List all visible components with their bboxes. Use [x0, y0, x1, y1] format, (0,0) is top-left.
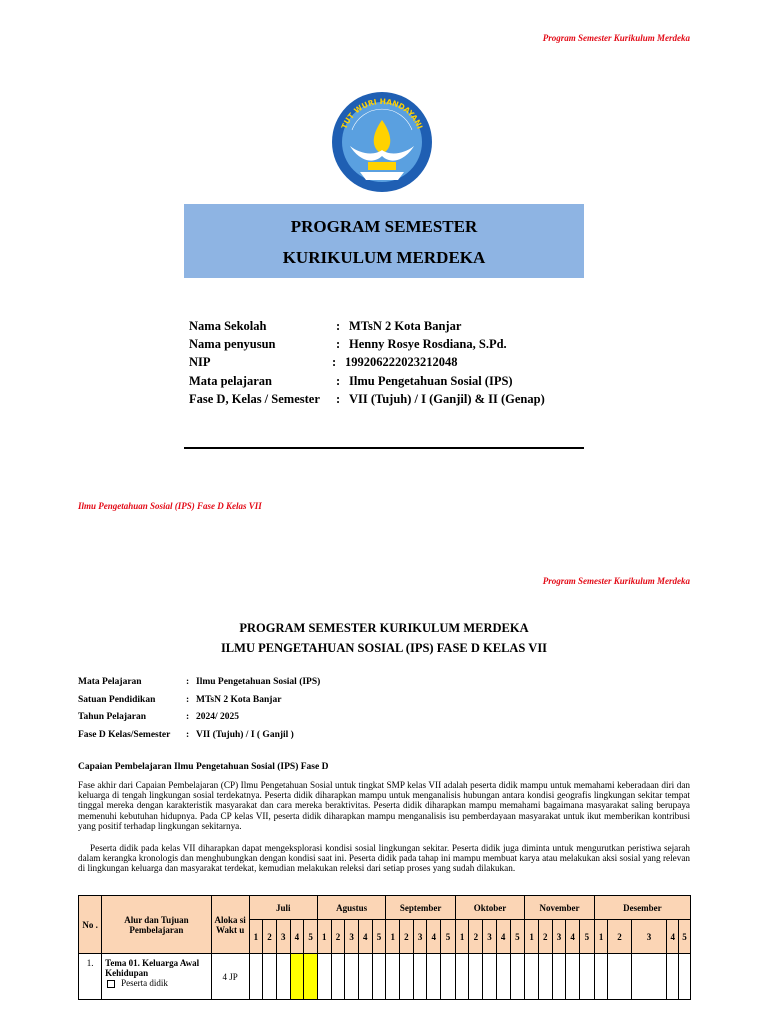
week-number: 2 [538, 920, 552, 954]
week-number: 1 [317, 920, 331, 954]
week-number: 3 [552, 920, 566, 954]
checkbox-icon [107, 980, 115, 988]
info-label: Fase D, Kelas / Semester [189, 391, 320, 406]
document-title-1: PROGRAM SEMESTER KURIKULUM MERDEKA [239, 621, 529, 635]
week-cell [667, 954, 679, 1000]
week-number: 2 [331, 920, 345, 954]
tema-sub: Peserta didik [121, 978, 168, 988]
title-box [184, 204, 584, 278]
week-cell [538, 954, 552, 1000]
week-number: 1 [386, 920, 400, 954]
tema-title: Tema 01. Keluarga Awal Kehidupan [105, 958, 200, 978]
info-colon: : [336, 373, 341, 388]
page-footer: Ilmu Pengetahuan Sosial (IPS) Fase D Kelas VII [78, 501, 262, 511]
logo-motto: TUT WURI HANDAYANI [339, 96, 425, 131]
week-cell [510, 954, 525, 1000]
week-number: 4 [427, 920, 441, 954]
week-number: 5 [372, 920, 386, 954]
week-number: 2 [263, 920, 277, 954]
week-cell [386, 954, 400, 1000]
week-number: 4 [358, 920, 372, 954]
week-cell [579, 954, 594, 1000]
info-colon: : [186, 712, 190, 722]
week-number: 2 [469, 920, 483, 954]
table-row [79, 954, 691, 1000]
week-cell [249, 954, 263, 1000]
week-cell [427, 954, 441, 1000]
row-tema [102, 954, 211, 1000]
title-line-1: PROGRAM SEMESTER [290, 217, 478, 236]
info-colon: : [186, 677, 190, 687]
week-number: 2 [400, 920, 414, 954]
info-value: 199206222023212048 [345, 355, 458, 370]
month-desember: Desember [594, 896, 690, 920]
week-cell [566, 954, 580, 1000]
month-agustus: Agustus [317, 896, 385, 920]
info-label: Mata pelajaran [189, 373, 272, 388]
info-colon: : [336, 391, 341, 406]
info-colon: : [336, 319, 341, 333]
info-value: MTsN 2 Kota Banjar [349, 319, 462, 333]
week-number: 5 [678, 920, 690, 954]
week-cell [290, 954, 304, 1000]
week-cell [317, 954, 331, 1000]
info-value: Henny Rosye Rosdiana, S.Pd. [349, 337, 507, 352]
page-header: Program Semester Kurikulum Merdeka [542, 33, 690, 43]
header-no: No . [79, 896, 102, 954]
month-november: November [525, 896, 594, 920]
info-label: Nama penyusun [189, 337, 276, 352]
week-number: 4 [496, 920, 510, 954]
week-number: 1 [249, 920, 263, 954]
cp-heading: Capaian Pembelajaran Ilmu Pengetahuan Sosial (IPS) Fase D [78, 762, 329, 772]
info-value: VII (Tujuh) / I (Ganjil) & II (Genap) [349, 391, 545, 406]
week-cell [455, 954, 469, 1000]
week-cell [263, 954, 277, 1000]
week-cell [483, 954, 497, 1000]
week-number: 4 [290, 920, 304, 954]
week-cell [372, 954, 386, 1000]
week-cell [400, 954, 414, 1000]
week-cell [276, 954, 290, 1000]
week-number: 3 [345, 920, 359, 954]
document-title-2: ILMU PENGETAHUAN SOSIAL (IPS) FASE D KELAS VII [220, 641, 548, 655]
title-line-2: KURIKULUM MERDEKA [282, 248, 486, 267]
cp-paragraph-2: Peserta didik pada kelas VII diharapkan dapat mengeksplorasi kondisi sosial lingkungan sekitar. Peserta didik juga diminta untuk mengurutkan peristiwa sejarah dalam kerangka kronologis dan menghubungkan dengan kondisi saat ini. Peserta didik pada tahap ini mampu membuat karya atau melakukan aksi sosial yang relevan di lingkungan keluarga dan masyarakat terdekat, kemudian melakukan releksi dari setiap proses yang sudah dilakukan. [78, 843, 690, 874]
week-cell [594, 954, 608, 1000]
cp-paragraph-1: Fase akhir dari Capaian Pembelajaran (CP) Ilmu Pengetahuan Sosial untuk tingkat SMP kelas VII adalah peserta didik mampu untuk memahami keberadaan diri dan keluarga di tengah lingkungan sosial terdekatnya. Peserta didik diharapkan mampu untuk menganalisis hubungan antara kondisi geografis lingkungan sekitar tempat tinggal mereka dengan karakteristik masyarakat dan cara mereka beraktivitas. Peserta didik diharapkan mampu memahami bagaimana masyarakat saling berupaya memenuhi kebutuhan hidupnya. Pada CP kelas VII, peserta didik diharapkan mampu menganalisis isu pemberdayaan masyarakat untuk ikut memberikan kontribusi yang positif terhadap lingkungan sekitarnya. [78, 780, 690, 831]
divider-line [184, 447, 584, 449]
week-cell [496, 954, 510, 1000]
week-cell [469, 954, 483, 1000]
week-number: 1 [455, 920, 469, 954]
month-juli: Juli [249, 896, 317, 920]
row-alokasi: 4 JP [211, 954, 249, 1000]
week-number: 3 [483, 920, 497, 954]
week-cell [345, 954, 359, 1000]
week-cell [525, 954, 539, 1000]
week-cell [413, 954, 427, 1000]
page-header: Program Semester Kurikulum Merdeka [542, 576, 690, 586]
week-number: 4 [566, 920, 580, 954]
info-colon: : [336, 337, 341, 352]
week-number: 5 [441, 920, 456, 954]
row-no: 1. [79, 954, 102, 1000]
info-colon: : [186, 729, 190, 740]
week-cell [331, 954, 345, 1000]
week-cell [552, 954, 566, 1000]
semester-program-table [78, 895, 691, 1000]
week-cell [304, 954, 318, 1000]
week-number: 3 [631, 920, 667, 954]
info-value: VII (Tujuh) / I ( Ganjil ) [196, 729, 294, 740]
info-label: Tahun Pelajaran [78, 712, 147, 722]
info-label: Mata Pelajaran [78, 677, 142, 687]
header-alokasi: Aloka si Wakt u [211, 896, 249, 954]
info-colon: : [332, 355, 337, 370]
week-cell [631, 954, 667, 1000]
info-label: Fase D Kelas/Semester [78, 729, 171, 740]
info-label: Nama Sekolah [189, 319, 267, 333]
info-label: Satuan Pendidikan [78, 694, 156, 705]
week-cell [358, 954, 372, 1000]
info-label: NIP [189, 355, 211, 370]
week-number: 5 [304, 920, 318, 954]
week-cell [678, 954, 690, 1000]
week-number: 1 [525, 920, 539, 954]
tut-wuri-handayani-emblem [330, 90, 434, 194]
month-oktober: Oktober [455, 896, 524, 920]
info-value: Ilmu Pengetahuan Sosial (IPS) [196, 677, 321, 687]
week-number: 3 [413, 920, 427, 954]
week-cell [608, 954, 631, 1000]
info-value: Ilmu Pengetahuan Sosial (IPS) [349, 373, 513, 388]
info-colon: : [186, 694, 190, 705]
week-number: 4 [667, 920, 679, 954]
week-cell [441, 954, 456, 1000]
month-september: September [386, 896, 455, 920]
info-value: 2024/ 2025 [196, 712, 240, 722]
info-value: MTsN 2 Kota Banjar [196, 694, 282, 705]
week-number: 5 [579, 920, 594, 954]
week-number: 2 [608, 920, 631, 954]
week-number: 1 [594, 920, 608, 954]
week-number: 3 [276, 920, 290, 954]
week-number: 5 [510, 920, 525, 954]
header-alur: Alur dan Tujuan Pembelajaran [102, 896, 211, 954]
